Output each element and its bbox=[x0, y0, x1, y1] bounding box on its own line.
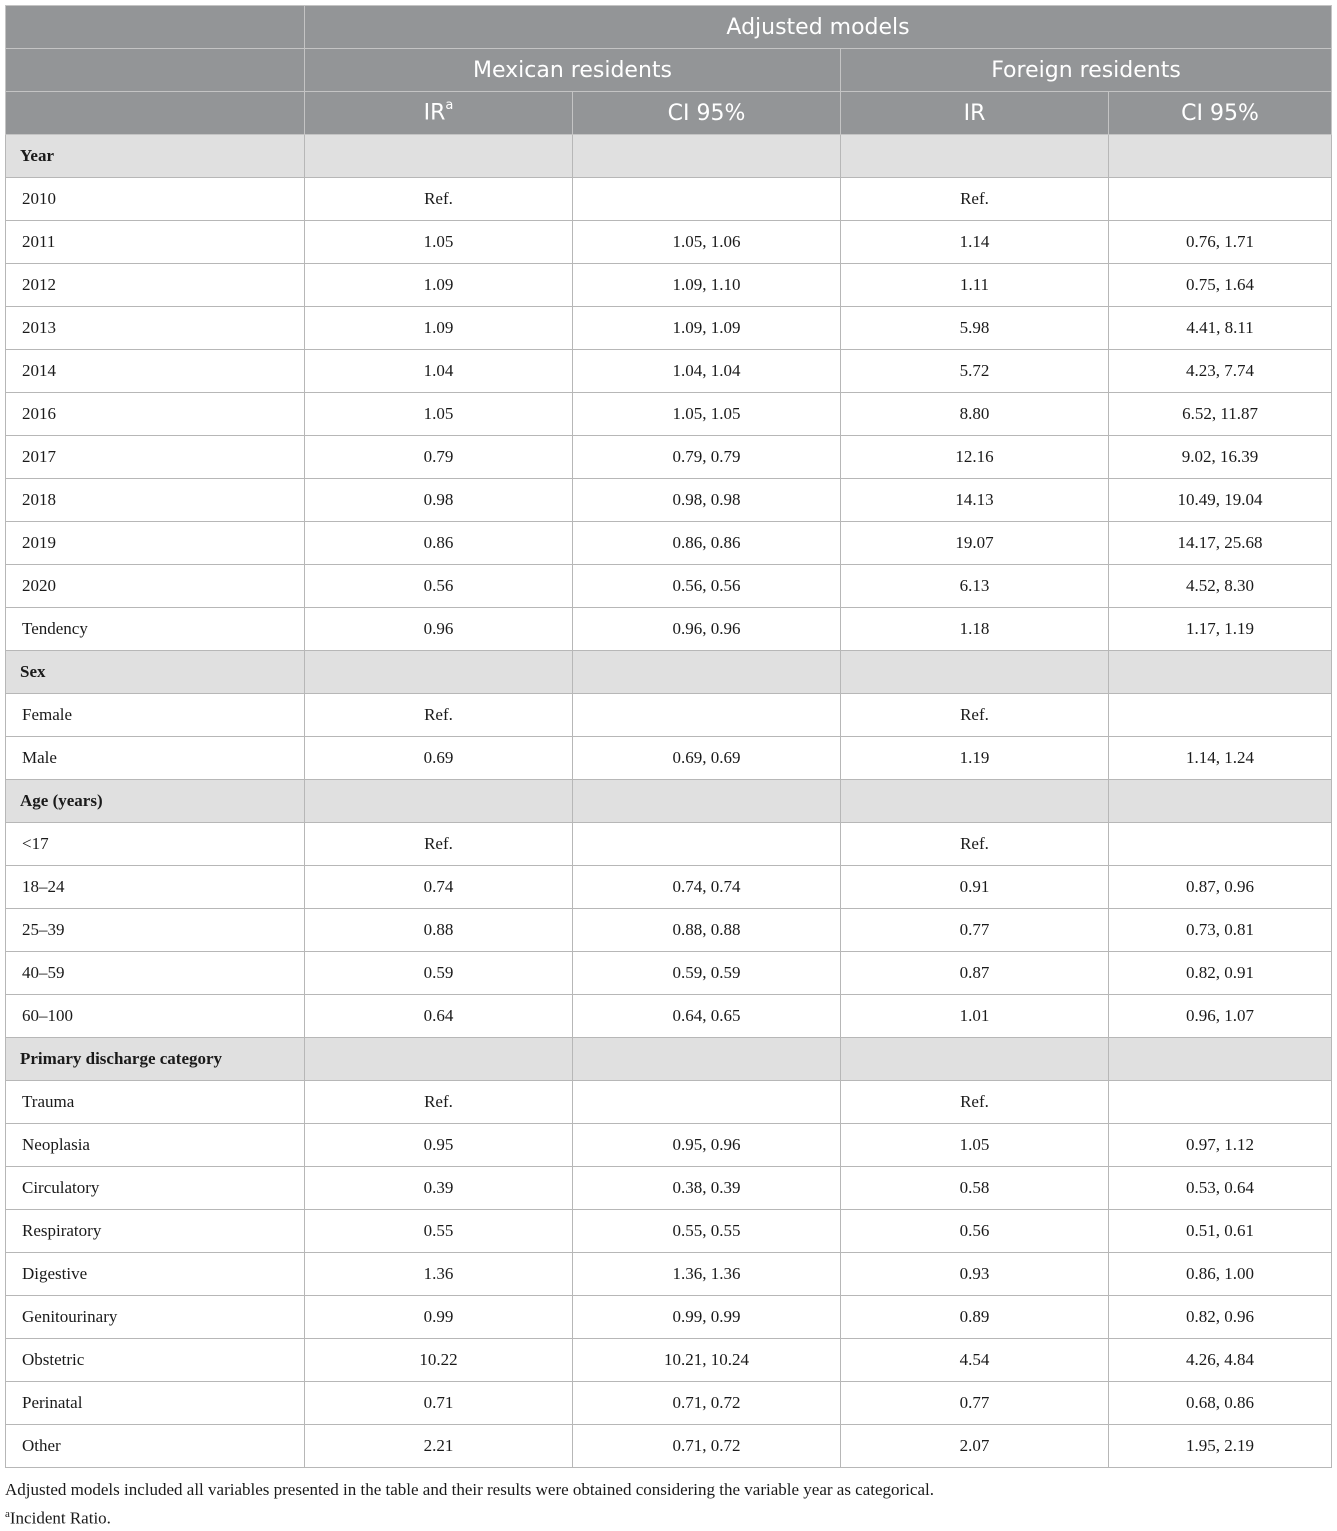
row-label: 40–59 bbox=[6, 952, 305, 995]
section-empty-cell bbox=[841, 651, 1109, 694]
cell-mexican-ci: 0.59, 0.59 bbox=[573, 952, 841, 995]
row-label: 2014 bbox=[6, 350, 305, 393]
cell-mexican-ci: 1.05, 1.05 bbox=[573, 393, 841, 436]
cell-mexican-ci bbox=[573, 823, 841, 866]
cell-mexican-ir: 1.36 bbox=[305, 1253, 573, 1296]
table-row bbox=[6, 307, 1332, 350]
cell-foreign-ir: 1.18 bbox=[841, 608, 1109, 651]
cell-mexican-ir: 1.05 bbox=[305, 221, 573, 264]
cell-mexican-ci: 1.09, 1.10 bbox=[573, 264, 841, 307]
row-label: Trauma bbox=[6, 1081, 305, 1124]
section-title: Primary discharge category bbox=[6, 1038, 305, 1081]
row-label: Perinatal bbox=[6, 1382, 305, 1425]
cell-foreign-ir: 0.56 bbox=[841, 1210, 1109, 1253]
row-label: 2012 bbox=[6, 264, 305, 307]
table-row bbox=[6, 522, 1332, 565]
cell-foreign-ci: 0.82, 0.96 bbox=[1109, 1296, 1332, 1339]
table-footnotes bbox=[5, 1478, 1331, 1531]
cell-mexican-ir: 0.55 bbox=[305, 1210, 573, 1253]
cell-foreign-ci: 0.75, 1.64 bbox=[1109, 264, 1332, 307]
cell-mexican-ci: 10.21, 10.24 bbox=[573, 1339, 841, 1382]
table-row bbox=[6, 1339, 1332, 1382]
row-label: 2013 bbox=[6, 307, 305, 350]
table-row bbox=[6, 1253, 1332, 1296]
row-label: 2016 bbox=[6, 393, 305, 436]
table-header bbox=[6, 6, 1332, 135]
cell-foreign-ci: 1.14, 1.24 bbox=[1109, 737, 1332, 780]
cell-foreign-ir: Ref. bbox=[841, 823, 1109, 866]
cell-mexican-ir: 0.95 bbox=[305, 1124, 573, 1167]
row-label: Male bbox=[6, 737, 305, 780]
table-row bbox=[6, 393, 1332, 436]
cell-mexican-ci: 1.36, 1.36 bbox=[573, 1253, 841, 1296]
cell-mexican-ir: 0.56 bbox=[305, 565, 573, 608]
table-row bbox=[6, 995, 1332, 1038]
section-empty-cell bbox=[305, 135, 573, 178]
cell-foreign-ir: 0.77 bbox=[841, 909, 1109, 952]
cell-mexican-ir: 2.21 bbox=[305, 1425, 573, 1468]
cell-mexican-ir: 0.74 bbox=[305, 866, 573, 909]
header-empty-corner bbox=[6, 92, 305, 135]
table-body bbox=[6, 135, 1332, 1468]
table-row bbox=[6, 565, 1332, 608]
row-label: Digestive bbox=[6, 1253, 305, 1296]
cell-mexican-ci bbox=[573, 178, 841, 221]
cell-foreign-ir: 1.05 bbox=[841, 1124, 1109, 1167]
row-label: Tendency bbox=[6, 608, 305, 651]
table-row bbox=[6, 952, 1332, 995]
cell-foreign-ir: 1.01 bbox=[841, 995, 1109, 1038]
cell-mexican-ci: 1.09, 1.09 bbox=[573, 307, 841, 350]
cell-mexican-ci: 0.69, 0.69 bbox=[573, 737, 841, 780]
cell-foreign-ir: 12.16 bbox=[841, 436, 1109, 479]
header-empty-corner bbox=[6, 49, 305, 92]
row-label: 18–24 bbox=[6, 866, 305, 909]
cell-foreign-ci: 0.96, 1.07 bbox=[1109, 995, 1332, 1038]
adjusted-models-table bbox=[5, 5, 1332, 1468]
cell-foreign-ir: Ref. bbox=[841, 1081, 1109, 1124]
cell-mexican-ci: 0.95, 0.96 bbox=[573, 1124, 841, 1167]
section-empty-cell bbox=[573, 1038, 841, 1081]
header-for-ci: CI 95% bbox=[1109, 92, 1332, 135]
table-row bbox=[6, 1296, 1332, 1339]
cell-foreign-ci bbox=[1109, 694, 1332, 737]
cell-foreign-ir: 0.91 bbox=[841, 866, 1109, 909]
header-mexican-residents: Mexican residents bbox=[305, 49, 841, 92]
header-mex-ci: CI 95% bbox=[573, 92, 841, 135]
row-label: Other bbox=[6, 1425, 305, 1468]
table-row bbox=[6, 866, 1332, 909]
cell-mexican-ci: 0.56, 0.56 bbox=[573, 565, 841, 608]
cell-mexican-ir: 1.09 bbox=[305, 264, 573, 307]
cell-mexican-ir: 1.05 bbox=[305, 393, 573, 436]
section-empty-cell bbox=[1109, 780, 1332, 823]
table-row bbox=[6, 823, 1332, 866]
row-label: 60–100 bbox=[6, 995, 305, 1038]
row-label: 2017 bbox=[6, 436, 305, 479]
row-label: 2010 bbox=[6, 178, 305, 221]
cell-foreign-ci: 4.26, 4.84 bbox=[1109, 1339, 1332, 1382]
table-row bbox=[6, 1167, 1332, 1210]
cell-foreign-ir: 1.19 bbox=[841, 737, 1109, 780]
table-row bbox=[6, 694, 1332, 737]
cell-mexican-ir: Ref. bbox=[305, 694, 573, 737]
section-title: Year bbox=[6, 135, 305, 178]
cell-mexican-ir: 0.69 bbox=[305, 737, 573, 780]
section-empty-cell bbox=[1109, 651, 1332, 694]
table-row bbox=[6, 1425, 1332, 1468]
cell-foreign-ir: 0.93 bbox=[841, 1253, 1109, 1296]
cell-foreign-ir: 2.07 bbox=[841, 1425, 1109, 1468]
row-label: <17 bbox=[6, 823, 305, 866]
cell-foreign-ci bbox=[1109, 1081, 1332, 1124]
cell-foreign-ir: 8.80 bbox=[841, 393, 1109, 436]
cell-mexican-ci: 0.71, 0.72 bbox=[573, 1425, 841, 1468]
row-label: Female bbox=[6, 694, 305, 737]
header-mex-ir: $IR^a$ bbox=[305, 92, 573, 135]
cell-mexican-ci: 0.38, 0.39 bbox=[573, 1167, 841, 1210]
cell-mexican-ci: 0.99, 0.99 bbox=[573, 1296, 841, 1339]
row-label: Neoplasia bbox=[6, 1124, 305, 1167]
section-title: Age (years) bbox=[6, 780, 305, 823]
cell-mexican-ir: 0.96 bbox=[305, 608, 573, 651]
table-row bbox=[6, 221, 1332, 264]
cell-foreign-ci: 4.23, 7.74 bbox=[1109, 350, 1332, 393]
section-empty-cell bbox=[841, 1038, 1109, 1081]
section-empty-cell bbox=[841, 135, 1109, 178]
cell-foreign-ci: 1.95, 2.19 bbox=[1109, 1425, 1332, 1468]
header-adjusted-models: Adjusted models bbox=[305, 6, 1332, 49]
section-empty-cell bbox=[573, 780, 841, 823]
table-row bbox=[6, 608, 1332, 651]
cell-foreign-ir: Ref. bbox=[841, 178, 1109, 221]
cell-mexican-ir: 0.59 bbox=[305, 952, 573, 995]
cell-foreign-ci bbox=[1109, 823, 1332, 866]
cell-mexican-ir: Ref. bbox=[305, 823, 573, 866]
row-label: 25–39 bbox=[6, 909, 305, 952]
cell-mexican-ci: 0.98, 0.98 bbox=[573, 479, 841, 522]
cell-mexican-ci: 0.55, 0.55 bbox=[573, 1210, 841, 1253]
cell-foreign-ir: 0.87 bbox=[841, 952, 1109, 995]
cell-foreign-ci: 0.68, 0.86 bbox=[1109, 1382, 1332, 1425]
cell-foreign-ci: 0.87, 0.96 bbox=[1109, 866, 1332, 909]
cell-mexican-ir: Ref. bbox=[305, 1081, 573, 1124]
cell-mexican-ir: 0.86 bbox=[305, 522, 573, 565]
cell-mexican-ci: 0.74, 0.74 bbox=[573, 866, 841, 909]
cell-foreign-ci: 0.76, 1.71 bbox=[1109, 221, 1332, 264]
cell-foreign-ir: 5.72 bbox=[841, 350, 1109, 393]
cell-foreign-ci: 0.82, 0.91 bbox=[1109, 952, 1332, 995]
cell-foreign-ci: 4.41, 8.11 bbox=[1109, 307, 1332, 350]
cell-mexican-ir: 0.71 bbox=[305, 1382, 573, 1425]
cell-mexican-ci: 0.64, 0.65 bbox=[573, 995, 841, 1038]
cell-foreign-ir: 0.77 bbox=[841, 1382, 1109, 1425]
cell-mexican-ir: Ref. bbox=[305, 178, 573, 221]
cell-foreign-ci bbox=[1109, 178, 1332, 221]
section-empty-cell bbox=[305, 651, 573, 694]
cell-foreign-ir: 0.58 bbox=[841, 1167, 1109, 1210]
cell-mexican-ci: 1.04, 1.04 bbox=[573, 350, 841, 393]
cell-mexican-ir: 0.79 bbox=[305, 436, 573, 479]
row-label: Circulatory bbox=[6, 1167, 305, 1210]
results-table-container bbox=[5, 5, 1331, 1468]
cell-mexican-ir: 0.98 bbox=[305, 479, 573, 522]
cell-foreign-ir: 4.54 bbox=[841, 1339, 1109, 1382]
cell-mexican-ir: 0.88 bbox=[305, 909, 573, 952]
table-row bbox=[6, 909, 1332, 952]
table-row bbox=[6, 737, 1332, 780]
section-empty-cell bbox=[305, 1038, 573, 1081]
cell-foreign-ir: 1.14 bbox=[841, 221, 1109, 264]
row-label: Obstetric bbox=[6, 1339, 305, 1382]
row-label: Respiratory bbox=[6, 1210, 305, 1253]
cell-foreign-ci: 0.86, 1.00 bbox=[1109, 1253, 1332, 1296]
section-row bbox=[6, 651, 1332, 694]
cell-mexican-ir: 0.99 bbox=[305, 1296, 573, 1339]
cell-foreign-ir: 14.13 bbox=[841, 479, 1109, 522]
cell-mexican-ci: 0.86, 0.86 bbox=[573, 522, 841, 565]
row-label: 2011 bbox=[6, 221, 305, 264]
table-row bbox=[6, 479, 1332, 522]
table-row bbox=[6, 1081, 1332, 1124]
cell-foreign-ir: 0.89 bbox=[841, 1296, 1109, 1339]
cell-foreign-ci: 0.97, 1.12 bbox=[1109, 1124, 1332, 1167]
table-row bbox=[6, 264, 1332, 307]
table-row bbox=[6, 1124, 1332, 1167]
cell-mexican-ci bbox=[573, 1081, 841, 1124]
cell-foreign-ci: 6.52, 11.87 bbox=[1109, 393, 1332, 436]
row-label: 2018 bbox=[6, 479, 305, 522]
header-for-ir: IR bbox=[841, 92, 1109, 135]
section-empty-cell bbox=[305, 780, 573, 823]
section-empty-cell bbox=[1109, 1038, 1332, 1081]
footnote-mark: a bbox=[5, 1508, 10, 1520]
section-row bbox=[6, 1038, 1332, 1081]
footnote-incident-ratio: $^a$Incident Ratio. bbox=[5, 1508, 111, 1528]
cell-foreign-ir: Ref. bbox=[841, 694, 1109, 737]
header-empty-corner bbox=[6, 6, 305, 49]
cell-mexican-ir: 10.22 bbox=[305, 1339, 573, 1382]
cell-mexican-ir: 1.04 bbox=[305, 350, 573, 393]
section-row bbox=[6, 135, 1332, 178]
footnote-mark: a bbox=[445, 98, 454, 114]
cell-mexican-ci: 1.05, 1.06 bbox=[573, 221, 841, 264]
cell-mexican-ci bbox=[573, 694, 841, 737]
table-row bbox=[6, 1210, 1332, 1253]
cell-foreign-ir: 19.07 bbox=[841, 522, 1109, 565]
cell-foreign-ci: 0.53, 0.64 bbox=[1109, 1167, 1332, 1210]
cell-foreign-ir: 5.98 bbox=[841, 307, 1109, 350]
cell-mexican-ci: 0.96, 0.96 bbox=[573, 608, 841, 651]
section-empty-cell bbox=[841, 780, 1109, 823]
row-label: Genitourinary bbox=[6, 1296, 305, 1339]
table-row bbox=[6, 178, 1332, 221]
table-row bbox=[6, 1382, 1332, 1425]
cell-mexican-ir: 1.09 bbox=[305, 307, 573, 350]
section-empty-cell bbox=[573, 651, 841, 694]
cell-foreign-ir: 1.11 bbox=[841, 264, 1109, 307]
cell-mexican-ir: 0.64 bbox=[305, 995, 573, 1038]
cell-foreign-ci: 1.17, 1.19 bbox=[1109, 608, 1332, 651]
section-empty-cell bbox=[573, 135, 841, 178]
section-title: Sex bbox=[6, 651, 305, 694]
cell-mexican-ci: 0.79, 0.79 bbox=[573, 436, 841, 479]
table-row bbox=[6, 350, 1332, 393]
header-foreign-residents: Foreign residents bbox=[841, 49, 1332, 92]
section-row bbox=[6, 780, 1332, 823]
cell-foreign-ir: 6.13 bbox=[841, 565, 1109, 608]
cell-foreign-ci: 0.73, 0.81 bbox=[1109, 909, 1332, 952]
cell-mexican-ir: 0.39 bbox=[305, 1167, 573, 1210]
table-row bbox=[6, 436, 1332, 479]
cell-mexican-ci: 0.71, 0.72 bbox=[573, 1382, 841, 1425]
cell-foreign-ci: 9.02, 16.39 bbox=[1109, 436, 1332, 479]
section-empty-cell bbox=[1109, 135, 1332, 178]
cell-foreign-ci: 0.51, 0.61 bbox=[1109, 1210, 1332, 1253]
cell-foreign-ci: 10.49, 19.04 bbox=[1109, 479, 1332, 522]
cell-foreign-ci: 4.52, 8.30 bbox=[1109, 565, 1332, 608]
cell-foreign-ci: 14.17, 25.68 bbox=[1109, 522, 1332, 565]
row-label: 2019 bbox=[6, 522, 305, 565]
cell-mexican-ci: 0.88, 0.88 bbox=[573, 909, 841, 952]
footnote-adjusted: Adjusted models included all variables presented in the table and their results were obtained considering the variable year as categorical. bbox=[5, 1480, 934, 1499]
row-label: 2020 bbox=[6, 565, 305, 608]
